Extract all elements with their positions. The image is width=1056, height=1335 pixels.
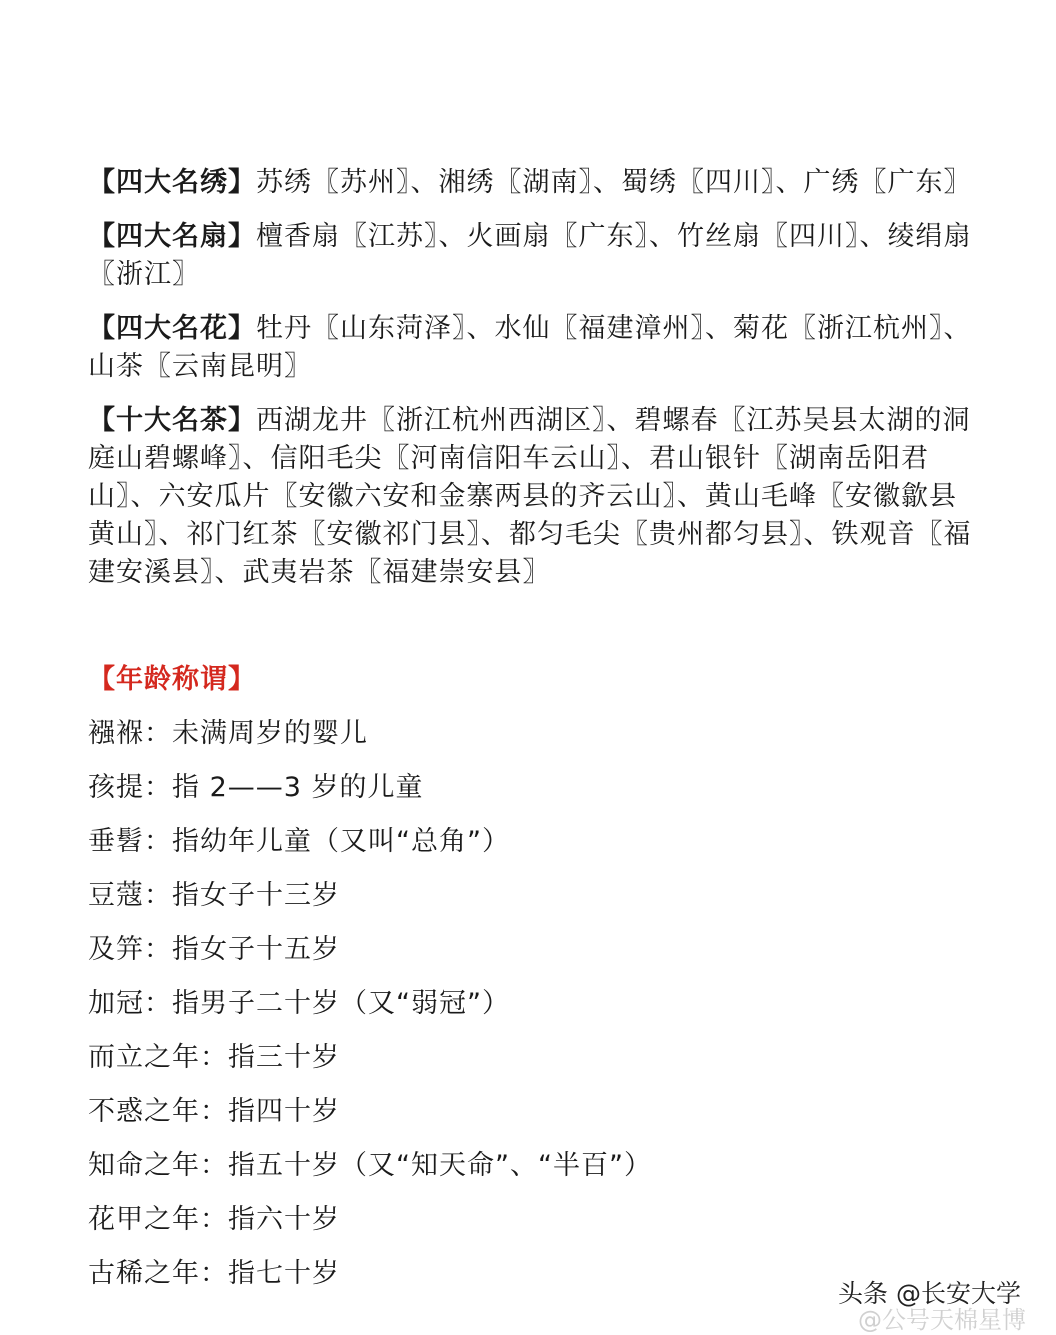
paragraph-heading: 【四大名花】 <box>88 313 256 344</box>
paragraph-heading: 【四大名扇】 <box>88 221 256 252</box>
age-item: 不惑之年：指四十岁 <box>88 1096 340 1127</box>
watermark-secondary: @公号天棉星博 <box>858 1306 1026 1334</box>
age-item: 豆蔻：指女子十三岁 <box>88 880 340 911</box>
paragraph-body: 苏绣〖苏州〗、湘绣〖湖南〗、蜀绣〖四川〗、广绣〖广东〗 <box>256 167 972 198</box>
age-item: 襁褓：未满周岁的婴儿 <box>88 718 368 749</box>
age-item: 加冠：指男子二十岁（又“弱冠”） <box>88 988 510 1019</box>
age-item: 古稀之年：指七十岁 <box>88 1258 340 1289</box>
paragraph-heading: 【四大名绣】 <box>88 167 256 198</box>
paragraph-heading: 【十大名茶】 <box>88 405 256 436</box>
age-item: 垂髫：指幼年儿童（又叫“总角”） <box>88 826 510 857</box>
age-item: 及笄：指女子十五岁 <box>88 934 340 965</box>
age-item: 而立之年：指三十岁 <box>88 1042 340 1073</box>
paragraph-body: 西湖龙井〖浙江杭州西湖区〗、碧螺春〖江苏吴县太湖的洞庭山碧螺峰〗、信阳毛尖〖河南信阳车云山〗、君山银针〖湖南岳阳君山〗、六安瓜片〖安徽六安和金寨两县的齐云山〗、黄山毛峰〖安徽歙县黄山〗、祁门红茶〖安徽祁门县〗、都匀毛尖〖贵州都匀县〗、铁观音〖福建安溪县〗、武夷岩茶〖福建崇安县〗 <box>88 405 972 588</box>
age-item: 花甲之年：指六十岁 <box>88 1204 340 1235</box>
paragraph-body: 牡丹〖山东菏泽〗、水仙〖福建漳州〗、菊花〖浙江杭州〗、山茶〖云南昆明〗 <box>88 313 972 382</box>
age-item: 孩提：指 2——3 岁的儿童 <box>88 772 424 803</box>
watermark-primary: 头条 @长安大学 <box>838 1279 1021 1308</box>
paragraph-teas <box>88 402 978 592</box>
paragraph-fans <box>88 218 978 294</box>
age-item: 知命之年：指五十岁（又“知天命”、“半百”） <box>88 1150 652 1181</box>
age-section-title: 【年龄称谓】 <box>88 664 256 695</box>
paragraph-body: 檀香扇〖江苏〗、火画扇〖广东〗、竹丝扇〖四川〗、绫绢扇〖浙江〗 <box>88 221 972 290</box>
paragraph-embroidery <box>88 164 978 202</box>
paragraph-flowers <box>88 310 978 386</box>
